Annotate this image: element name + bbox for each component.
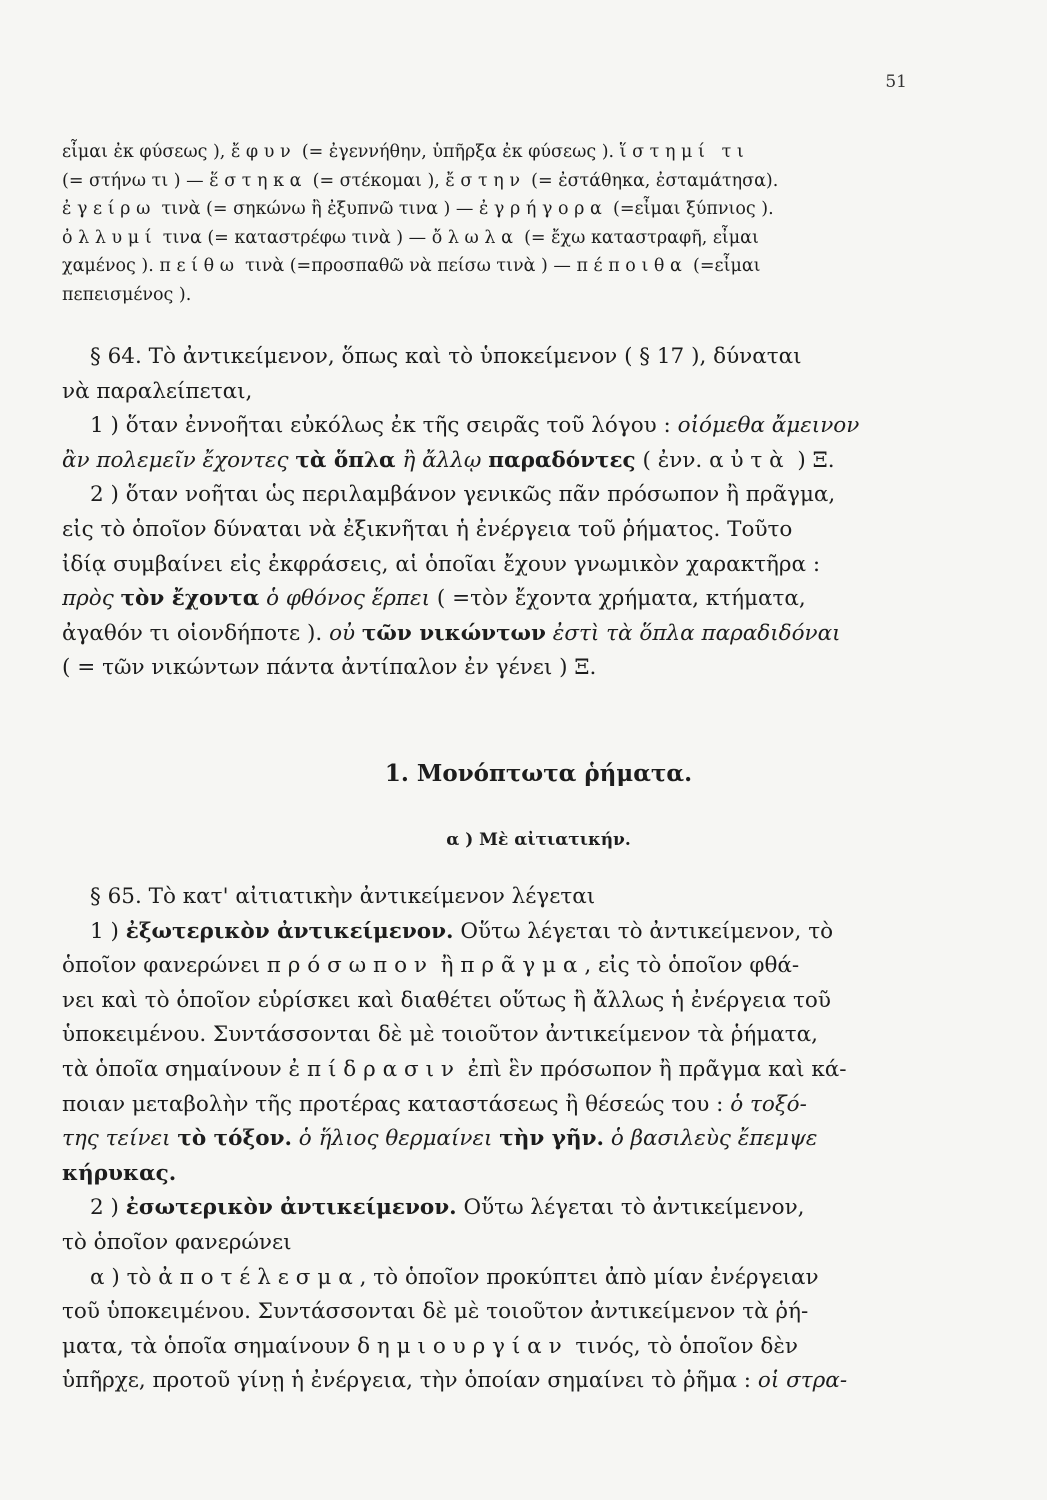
text-segment: οὐ [329, 620, 362, 646]
text-segment: πείθω [159, 256, 240, 277]
text-segment: ἀγαθόν τι οἱονδήποτε ). [62, 620, 330, 646]
text-segment: ἢ ἄλλῳ [395, 447, 489, 473]
text-segment: (=εἶμαι [687, 256, 761, 277]
text-line [62, 880, 942, 915]
text-segment: τὸ τόξον. [177, 1126, 292, 1152]
text-segment: νει καὶ τὸ ὁποῖον εὑρίσκει καὶ διαθέτει οὕτως ἢ ἄλλως ἡ ἐνέργεια τοῦ [62, 987, 831, 1013]
text-segment: ὁ ἥλιος θερμαίνει [291, 1126, 500, 1152]
text-segment: (= ἐγεννήθην, ὑπῆρξα ἐκ φύσεως ). [296, 142, 620, 162]
text-segment: τὸν ἔχοντα [120, 586, 260, 612]
text-line [62, 1053, 942, 1088]
text-segment: ὀλλυμί [62, 227, 158, 248]
text-segment: ἕστηκα [209, 170, 308, 191]
text-segment: τῶν νικώντων [361, 620, 546, 646]
text-line [62, 1226, 942, 1261]
text-segment: (=εἶμαι ξύπνιος ). [607, 199, 774, 220]
text-segment: ἵστημί τι [619, 142, 750, 162]
text-segment: τὴν γῆν. [499, 1126, 604, 1152]
text-segment: ὁποῖον φανερώνει [62, 953, 267, 979]
text-line [62, 1088, 942, 1123]
text-segment: πεπεισμένος ). [62, 284, 192, 305]
intro-text-block [62, 138, 942, 310]
page-number: 51 [885, 72, 907, 92]
text-segment: ( = τῶν νικώντων πάντα ἀντίπαλον ἐν γένει ) Ξ. [62, 655, 597, 681]
text-segment: § 64. Τὸ ἀντικείμενον, ὅπως καὶ τὸ ὑποκείμενον ( § 17 ), δύναται [90, 344, 802, 369]
text-line [62, 1157, 942, 1192]
text-segment: ποιαν μεταβολὴν τῆς προτέρας καταστάσεως ἢ θέσεώς του : [62, 1091, 731, 1117]
text-segment: δημιουργίαν [357, 1333, 569, 1359]
text-segment: Οὕτω λέγεται τὸ ἀντικείμενον, [456, 1195, 805, 1221]
text-segment: ἐξωτερικὸν ἀντικείμενον. [125, 918, 454, 944]
text-segment: τοῦ ὑποκειμένου. Συντάσσονται δὲ μὲ τοιοῦτον ἀντικείμενον τὰ ῥή- [62, 1299, 809, 1325]
text-segment: οἰόμεθα ἄμεινον [677, 413, 860, 439]
text-segment: ὄλωλα [431, 227, 519, 248]
text-segment: § 65. Τὸ κατ' αἰτιατικὴν ἀντικείμενον λέγεται [90, 884, 596, 909]
text-segment: αὐτὰ [709, 447, 791, 473]
text-line [62, 281, 942, 310]
text-segment: ἀποτέλεσμα [158, 1264, 360, 1290]
text-segment: πρὸς [62, 586, 121, 612]
text-segment: , εἰς τὸ ὁποῖον φθά- [584, 953, 800, 979]
text-segment: ( ἐνν. [635, 447, 710, 473]
text-segment: κήρυκας. [62, 1160, 177, 1186]
text-segment: τινὰ (= σηκώνω ἢ ἐξυπνῶ τινα ) — [155, 199, 479, 220]
text-line [62, 375, 942, 410]
text-line [62, 1364, 942, 1399]
text-segment: ἐπίδρασιν [288, 1056, 461, 1082]
text-line [62, 548, 942, 583]
subsection-heading: α ) Μὲ αἰτιατικήν. [446, 830, 631, 850]
text-segment: ὁ τοξό- [730, 1091, 807, 1117]
text-segment: 2 ) [90, 1195, 126, 1221]
text-segment: τὰ ὁποῖα σημαίνουν [62, 1056, 289, 1082]
text-line [62, 252, 942, 281]
text-line [62, 1018, 942, 1053]
text-line [62, 1261, 942, 1296]
text-line [62, 1295, 942, 1330]
text-segment: πρόσωπον [266, 953, 434, 979]
text-line [62, 582, 942, 617]
text-segment: (= ἐστάθηκα, ἐσταμάτησα). [525, 170, 779, 191]
text-segment: τὰ ὅπλα [295, 447, 396, 473]
text-line [62, 1330, 942, 1365]
text-segment: χαμένος ). [62, 256, 160, 277]
text-segment: ἢ [433, 953, 461, 979]
text-segment: Οὕτω λέγεται τὸ ἀντικείμενον, τὸ [453, 918, 834, 944]
text-line [62, 1191, 942, 1226]
text-segment: ἔφυν [230, 142, 297, 162]
text-segment: 1 ) [90, 918, 126, 944]
text-line [62, 984, 942, 1019]
text-segment: τὸ ὁποῖον φανερώνει [62, 1229, 292, 1255]
text-segment: οἱ στρα- [757, 1368, 848, 1394]
text-segment: , τὸ ὁποῖον προκύπτει ἀπὸ μίαν ἐνέργειαν [359, 1264, 819, 1290]
text-line [62, 949, 942, 984]
text-line [62, 340, 942, 375]
text-segment: ὁ φθόνος ἕρπει [259, 586, 431, 612]
text-line [62, 195, 942, 224]
text-segment: τινα (= καταστρέφω τινὰ ) — [157, 227, 432, 248]
text-segment: ἐσωτερικὸν ἀντικείμενον. [125, 1195, 457, 1221]
text-segment: πρᾶγμα [460, 953, 585, 979]
text-segment: (= στήνω τι ) — [62, 170, 210, 191]
text-line [62, 617, 942, 652]
text-line [62, 167, 942, 196]
text-segment: τινὰ (=προσπαθῶ νὰ πείσω τινὰ ) — [239, 256, 577, 277]
text-segment: (= ἔχω καταστραφῆ, εἶμαι [518, 227, 759, 248]
text-line [62, 444, 942, 479]
text-segment: νὰ παραλείπεται, [62, 378, 253, 404]
text-segment: εἰς τὸ ὁποῖον δύναται νὰ ἐξικνῆται ἡ ἐνέργεια τοῦ ῥήματος. Τοῦτο [62, 516, 793, 542]
text-segment: ἐγείρω [62, 199, 156, 220]
text-segment: ἔστην [445, 170, 526, 191]
section-65-block [62, 880, 942, 1399]
text-segment: α ) τὸ [90, 1264, 159, 1290]
text-line [62, 651, 942, 686]
text-segment: ἐγρήγορα [478, 199, 608, 220]
text-segment: ἐπὶ ἓν πρόσωπον ἢ πρᾶγμα καὶ κά- [460, 1056, 847, 1082]
text-line [62, 1122, 942, 1157]
text-segment: ὑποκειμένου. Συντάσσονται δὲ μὲ τοιοῦτον ἀντικείμενον τὰ ῥήματα, [62, 1022, 818, 1048]
text-segment: πέποιθα [576, 256, 688, 277]
text-line [62, 224, 942, 253]
text-segment: ὁ βασιλεὺς ἔπεμψε [604, 1126, 818, 1152]
section-64-block [62, 340, 942, 686]
text-segment: ἂν πολεμεῖν ἔχοντες [62, 447, 296, 473]
text-line [62, 409, 942, 444]
text-segment: ὑπῆρχε, προτοῦ γίνῃ ἡ ἐνέργεια, τὴν ὁποίαν σημαίνει τὸ ῥῆμα : [62, 1368, 758, 1394]
text-segment: εἶμαι ἐκ φύσεως ), [62, 142, 231, 162]
text-line [62, 513, 942, 548]
text-segment: ἐστὶ τὰ ὅπλα παραδιδόναι [545, 620, 841, 646]
text-segment: της τείνει [62, 1126, 178, 1152]
text-line [62, 138, 942, 167]
chapter-heading: 1. Μονόπτωτα ῥήματα. [384, 760, 693, 787]
text-segment: ματα, τὰ ὁποῖα σημαίνουν [62, 1333, 358, 1359]
text-segment: (= στέκομαι ), [307, 170, 446, 191]
text-segment: ( =τὸν ἔχοντα χρήματα, κτήματα, [430, 586, 806, 612]
text-segment: 1 ) ὅταν ἐννοῆται εὐκόλως ἐκ τῆς σειρᾶς τοῦ λόγου : [90, 413, 678, 439]
text-line [62, 478, 942, 513]
text-segment: 2 ) ὅταν νοῆται ὡς περιλαμβάνον γενικῶς πᾶν πρόσωπον ἢ πρᾶγμα, [90, 482, 836, 508]
text-segment: ) Ξ. [790, 447, 835, 473]
text-segment: παραδόντες [488, 447, 636, 473]
text-segment: τινός, τὸ ὁποῖον δὲν [568, 1333, 798, 1359]
text-segment: ἰδίᾳ συμβαίνει εἰς ἐκφράσεις, αἱ ὁποῖαι ἔχουν γνωμικὸν χαρακτῆρα : [62, 551, 821, 577]
text-line [62, 915, 942, 950]
